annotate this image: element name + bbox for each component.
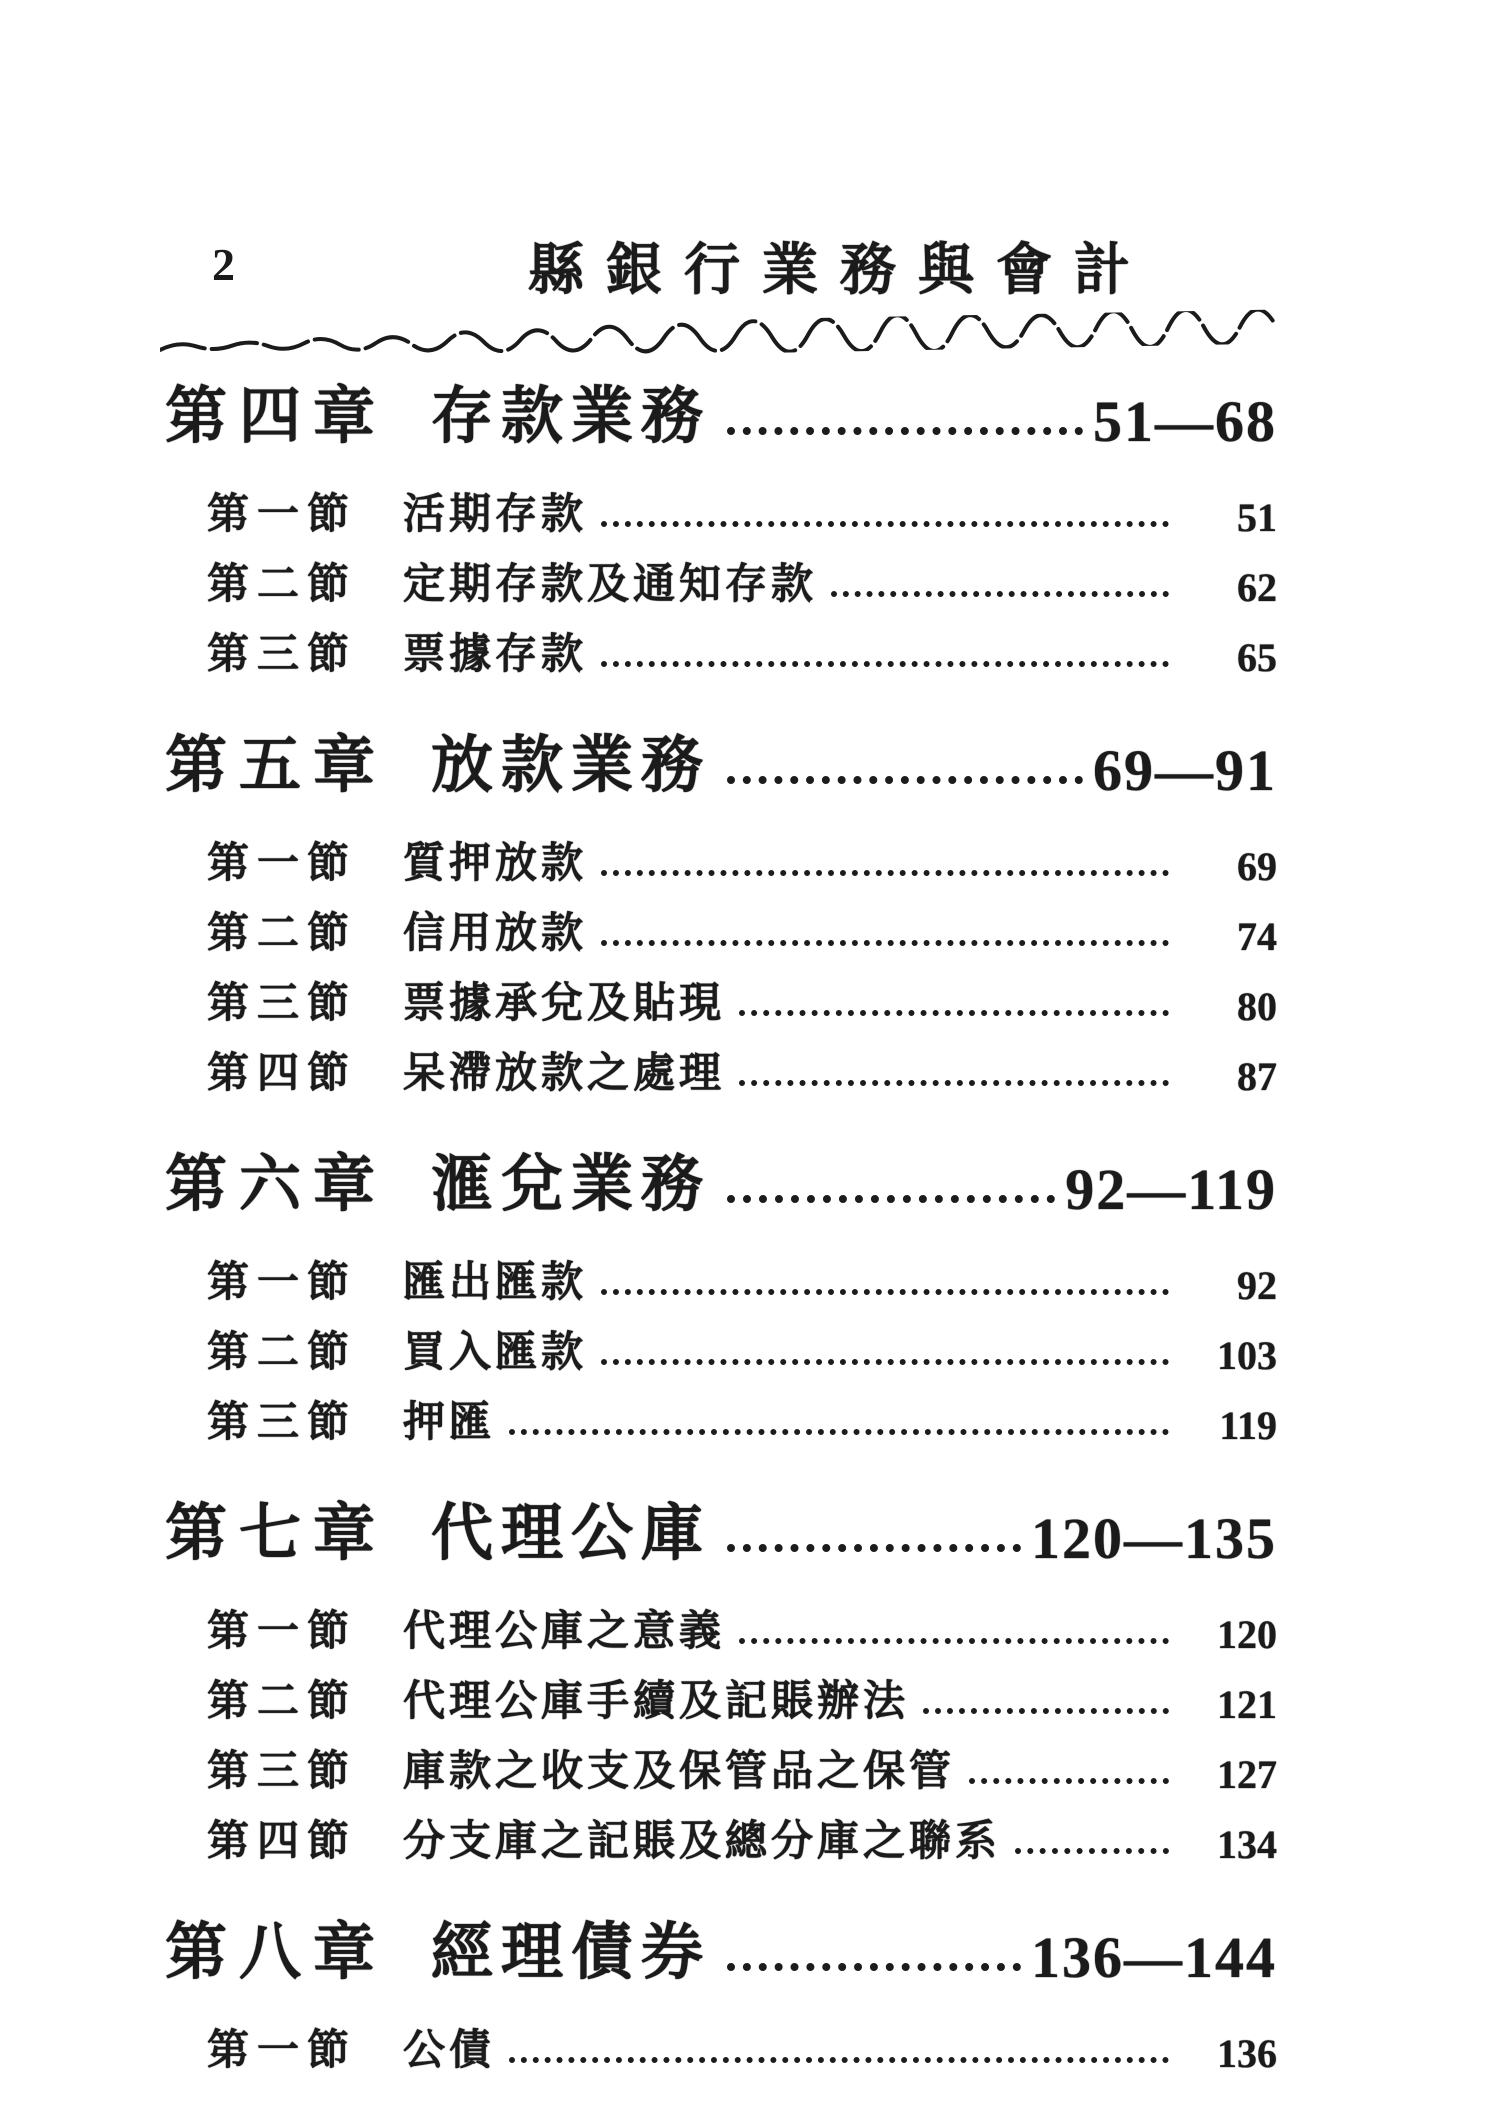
toc-section-row — [165, 481, 1277, 541]
dot-leader — [601, 661, 1169, 667]
dot-leader — [739, 1080, 1169, 1086]
chapter-title: 存款業務 — [431, 383, 712, 451]
toc-chapter — [165, 366, 1277, 681]
chapter-page-range: 51—68 — [1093, 389, 1277, 454]
section-label: 第三節 — [207, 1749, 358, 1795]
toc-section-row — [165, 1319, 1277, 1379]
section-label: 第二節 — [207, 1679, 358, 1725]
section-title: 分支庫之記賬及總分庫之聯系 — [403, 1819, 1002, 1865]
dot-leader — [601, 870, 1169, 876]
dot-leader — [1015, 1848, 1169, 1854]
section-label: 第四節 — [207, 1051, 358, 1097]
section-label: 第二節 — [207, 562, 358, 608]
section-page: 69 — [1237, 844, 1277, 889]
section-page: 51 — [1237, 495, 1277, 540]
toc-chapter-row — [165, 1483, 1277, 1572]
header-rule — [160, 309, 1280, 364]
section-title: 匯出匯款 — [403, 1260, 588, 1306]
section-label: 第一節 — [207, 2028, 358, 2074]
dot-leader — [727, 1195, 1055, 1203]
dot-leader — [727, 1544, 1021, 1552]
chapter-title: 代理公庫 — [431, 1500, 712, 1568]
toc-chapter — [165, 715, 1277, 1100]
chapter-title: 經理債券 — [431, 1919, 712, 1987]
dot-leader — [727, 427, 1083, 435]
chapter-label: 第四章 — [165, 383, 388, 451]
toc-section-row — [165, 1389, 1277, 1449]
section-label: 第三節 — [207, 632, 358, 678]
toc-section-row — [165, 2017, 1277, 2077]
toc-section-row — [165, 551, 1277, 611]
toc-section-row — [165, 1668, 1277, 1728]
section-title: 信用放款 — [403, 911, 588, 957]
toc-section-row — [165, 900, 1277, 960]
section-label: 第二節 — [207, 1330, 358, 1376]
section-page: 74 — [1237, 914, 1277, 959]
table-of-contents — [165, 366, 1277, 2111]
chapter-page-range: 69—91 — [1093, 738, 1277, 803]
section-title: 代理公庫之意義 — [403, 1609, 726, 1655]
section-page: 120 — [1217, 1612, 1277, 1657]
section-page: 121 — [1217, 1682, 1277, 1727]
toc-section-row — [165, 970, 1277, 1030]
chapter-label: 第八章 — [165, 1919, 388, 1987]
dot-leader — [739, 1010, 1169, 1016]
section-title: 代理公庫手續及記賬辦法 — [403, 1679, 910, 1725]
section-page: 65 — [1237, 635, 1277, 680]
section-title: 票據存款 — [403, 632, 588, 678]
dot-leader — [601, 940, 1169, 946]
toc-section-row — [165, 1598, 1277, 1658]
section-title: 庫款之收支及保管品之保管 — [403, 1749, 956, 1795]
section-page: 80 — [1237, 984, 1277, 1029]
section-label: 第一節 — [207, 492, 358, 538]
section-page: 103 — [1217, 1333, 1277, 1378]
toc-chapter — [165, 1483, 1277, 1868]
section-label: 第一節 — [207, 1609, 358, 1655]
chapter-title: 滙兌業務 — [431, 1151, 712, 1219]
section-label: 第三節 — [207, 981, 358, 1027]
toc-section-row — [165, 830, 1277, 890]
chapter-title: 放款業務 — [431, 732, 712, 800]
dot-leader — [923, 1708, 1169, 1714]
toc-section-row — [165, 1738, 1277, 1798]
dot-leader — [601, 521, 1169, 527]
dot-leader — [727, 776, 1083, 784]
dot-leader — [969, 1778, 1169, 1784]
section-page: 134 — [1217, 1822, 1277, 1867]
dot-leader — [739, 1638, 1169, 1644]
section-label: 第二節 — [207, 911, 358, 957]
toc-section-row — [165, 1808, 1277, 1868]
toc-chapter-row — [165, 715, 1277, 804]
section-label: 第四節 — [207, 1819, 358, 1865]
toc-chapter-row — [165, 1134, 1277, 1223]
section-page: 136 — [1217, 2031, 1277, 2076]
chapter-label: 第六章 — [165, 1151, 388, 1219]
section-title: 押匯 — [403, 1400, 496, 1446]
toc-chapter — [165, 1902, 1277, 2077]
section-label: 第三節 — [207, 1400, 358, 1446]
section-page: 87 — [1237, 1054, 1277, 1099]
section-title: 票據承兌及貼現 — [403, 981, 726, 1027]
dot-leader — [509, 1429, 1169, 1435]
section-title: 呆滯放款之處理 — [403, 1051, 726, 1097]
dot-leader — [727, 1963, 1021, 1971]
section-label: 第一節 — [207, 1260, 358, 1306]
toc-section-row — [165, 621, 1277, 681]
toc-chapter — [165, 1134, 1277, 1449]
toc-chapter-row — [165, 366, 1277, 455]
section-label: 第一節 — [207, 841, 358, 887]
section-title: 活期存款 — [403, 492, 588, 538]
dot-leader — [831, 591, 1169, 597]
section-title: 定期存款及通知存款 — [403, 562, 818, 608]
page-number: 2 — [212, 239, 235, 290]
chapter-label: 第五章 — [165, 732, 388, 800]
dot-leader — [601, 1359, 1169, 1365]
dot-leader — [509, 2057, 1169, 2063]
chapter-page-range: 136—144 — [1031, 1925, 1277, 1990]
toc-section-row — [165, 1249, 1277, 1309]
section-page: 119 — [1219, 1403, 1277, 1448]
dot-leader — [601, 1289, 1169, 1295]
section-page: 62 — [1237, 565, 1277, 610]
chapter-label: 第七章 — [165, 1500, 388, 1568]
section-page: 92 — [1237, 1263, 1277, 1308]
toc-section-row — [165, 1040, 1277, 1100]
running-head-title: 縣銀行業務與會計 — [528, 240, 1152, 302]
section-page: 127 — [1217, 1752, 1277, 1797]
section-title: 買入匯款 — [403, 1330, 588, 1376]
toc-chapter-row — [165, 1902, 1277, 1991]
chapter-page-range: 92—119 — [1065, 1157, 1277, 1222]
section-title: 質押放款 — [403, 841, 588, 887]
chapter-page-range: 120—135 — [1031, 1506, 1277, 1571]
section-title: 公債 — [403, 2028, 496, 2074]
